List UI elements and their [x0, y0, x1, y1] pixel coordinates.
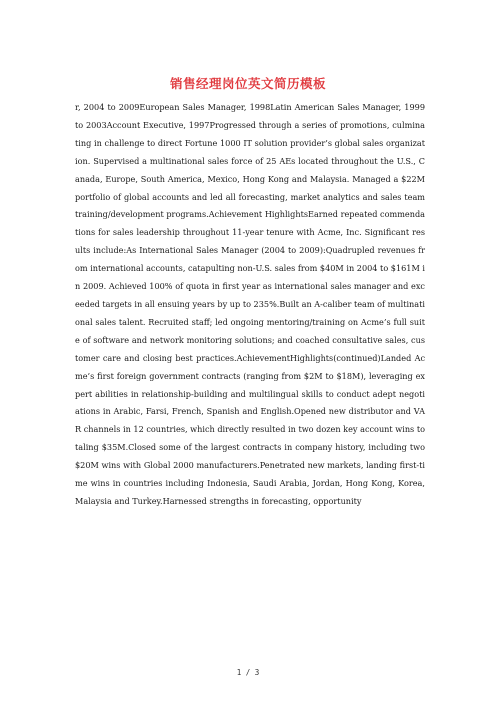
document-body-text: r, 2004 to 2009European Sales Manager, 1998Latin American Sales Manager, 1999 to 2003Account Executive, 1997Progressed through a series of promotions, culminating in challenge to direct Fortune 1000 IT solution provider’s global sales organization. Supervised a multinational sales force of 25 AEs located throughout the U.S., Canada, Europe, South America, Mexico, Hong Kong and Malaysia. Managed a $22M portfolio of global accounts and led all forecasting, market analytics and sales team training/development programs.Achievement HighlightsEarned repeated commendations for sales leadership throughout 11-year tenure with Acme, Inc. Significant results include:As International Sales Manager (2004 to 2009):Quadrupled revenues from international accounts, catapulting non-U.S. sales from $40M in 2004 to $161M in 2009. Achieved 100% of quota in first year as international sales manager and exceeded targets in all ensuing years by up to 235%.Built an A-caliber team of multinational sales talent. Recruited staff; led ongoing mentoring/training on Acme’s full suite of software and network monitoring solutions; and coached consultative sales, customer care and closing best practices.AchievementHighlights(continued)Landed Acme’s first foreign government contracts (ranging from $2M to $18M), leveraging expert abilities in relationship-building and multilingual skills to conduct adept negotiations in Arabic, Farsi, French, Spanish and English.Opened new distributor and VAR channels in 12 countries, which directly resulted in two dozen key account wins totaling $35M.Closed some of the largest contracts in company history, including two $20M wins with Global 2000 manufacturers.Penetrated new markets, landing first-time wins in countries including Indonesia, Saudi Arabia, Jordan, Hong Kong, Korea, Malaysia and Turkey.Harnessed strengths in forecasting, opportunity: [75, 102, 425, 506]
page-number: 1 / 3: [236, 668, 260, 677]
document-title: 销售经理岗位英文简历模板: [169, 76, 326, 91]
